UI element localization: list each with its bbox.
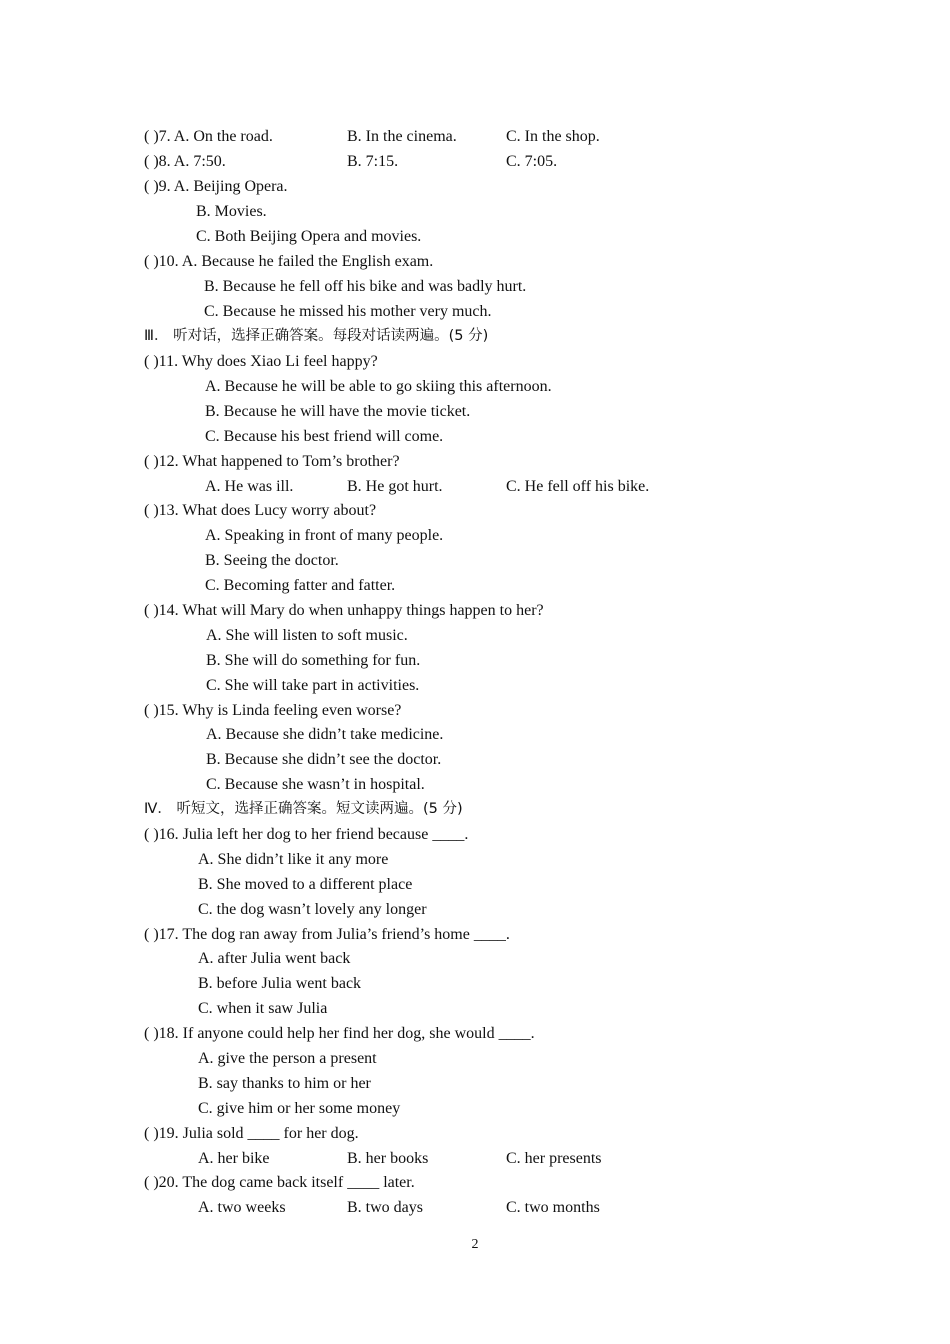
q20-stem: ( )20. The dog came back itself ____ later.	[144, 1174, 415, 1191]
q13-option-a: A. Speaking in front of many people.	[205, 527, 444, 544]
q7-stem: ( )7. A. On the road.	[144, 128, 273, 145]
q18-stem: ( )18. If anyone could help her find her dog, she would ____.	[144, 1025, 535, 1042]
q9-stem: ( )9. A. Beijing Opera.	[144, 178, 288, 195]
q15-option-b: B. Because she didn’t see the doctor.	[206, 751, 442, 768]
q19-option-c: C. her presents	[506, 1150, 602, 1167]
q11-option-a: A. Because he will be able to go skiing this afternoon.	[205, 378, 552, 395]
q15-option-c: C. Because she wasn’t in hospital.	[206, 776, 425, 793]
q14-option-c: C. She will take part in activities.	[206, 677, 420, 694]
q18-option-b: B. say thanks to him or her	[198, 1075, 371, 1092]
q10-option-c: C. Because he missed his mother very much.	[204, 303, 492, 320]
q10-stem: ( )10. A. Because he failed the English exam.	[144, 253, 434, 270]
q13-option-b: B. Seeing the doctor.	[205, 552, 339, 569]
q8-stem: ( )8. A. 7:50.	[144, 153, 226, 170]
q7-option-c: C. In the shop.	[506, 128, 600, 145]
q16-option-c: C. the dog wasn’t lovely any longer	[198, 901, 427, 918]
q10-option-b: B. Because he fell off his bike and was badly hurt.	[204, 278, 527, 295]
q14-option-a: A. She will listen to soft music.	[206, 627, 408, 644]
q12-option-c: C. He fell off his bike.	[506, 478, 650, 495]
q15-option-a: A. Because she didn’t take medicine.	[206, 726, 444, 743]
q9-option-c: C. Both Beijing Opera and movies.	[196, 228, 422, 245]
q18-option-a: A. give the person a present	[198, 1050, 377, 1067]
q15-stem: ( )15. Why is Linda feeling even worse?	[144, 702, 402, 719]
q12-option-a: A. He was ill.	[205, 478, 294, 495]
section-4-heading: Ⅳ． 听短文，选择正确答案。短文读两遍。(5 分)	[144, 801, 463, 817]
q14-option-b: B. She will do something for fun.	[206, 652, 421, 669]
q18-option-c: C. give him or her some money	[198, 1100, 401, 1117]
q14-stem: ( )14. What will Mary do when unhappy things happen to her?	[144, 602, 544, 619]
q20-option-c: C. two months	[506, 1199, 600, 1216]
q11-option-b: B. Because he will have the movie ticket.	[205, 403, 471, 420]
q13-option-c: C. Becoming fatter and fatter.	[205, 577, 396, 594]
q8-option-b: B. 7:15.	[347, 153, 399, 170]
q16-option-b: B. She moved to a different place	[198, 876, 413, 893]
q19-stem: ( )19. Julia sold ____ for her dog.	[144, 1125, 359, 1142]
q17-option-c: C. when it saw Julia	[198, 1000, 328, 1017]
q20-option-b: B. two days	[347, 1199, 423, 1216]
q12-option-b: B. He got hurt.	[347, 478, 443, 495]
q17-option-b: B. before Julia went back	[198, 975, 362, 992]
q19-option-b: B. her books	[347, 1150, 429, 1167]
section-3-heading: Ⅲ． 听对话，选择正确答案。每段对话读两遍。(5 分)	[144, 328, 489, 344]
q13-stem: ( )13. What does Lucy worry about?	[144, 502, 377, 519]
q7-option-b: B. In the cinema.	[347, 128, 457, 145]
q17-option-a: A. after Julia went back	[198, 950, 351, 967]
q20-option-a: A. two weeks	[198, 1199, 286, 1216]
q16-stem: ( )16. Julia left her dog to her friend because ____.	[144, 826, 469, 843]
q11-stem: ( )11. Why does Xiao Li feel happy?	[144, 353, 378, 370]
q19-option-a: A. her bike	[198, 1150, 270, 1167]
page-number: 2	[471, 1237, 479, 1252]
q16-option-a: A. She didn’t like it any more	[198, 851, 389, 868]
q11-option-c: C. Because his best friend will come.	[205, 428, 444, 445]
q17-stem: ( )17. The dog ran away from Julia’s friend’s home ____.	[144, 926, 510, 943]
q12-stem: ( )12. What happened to Tom’s brother?	[144, 453, 400, 470]
q8-option-c: C. 7:05.	[506, 153, 558, 170]
q9-option-b: B. Movies.	[196, 203, 267, 220]
